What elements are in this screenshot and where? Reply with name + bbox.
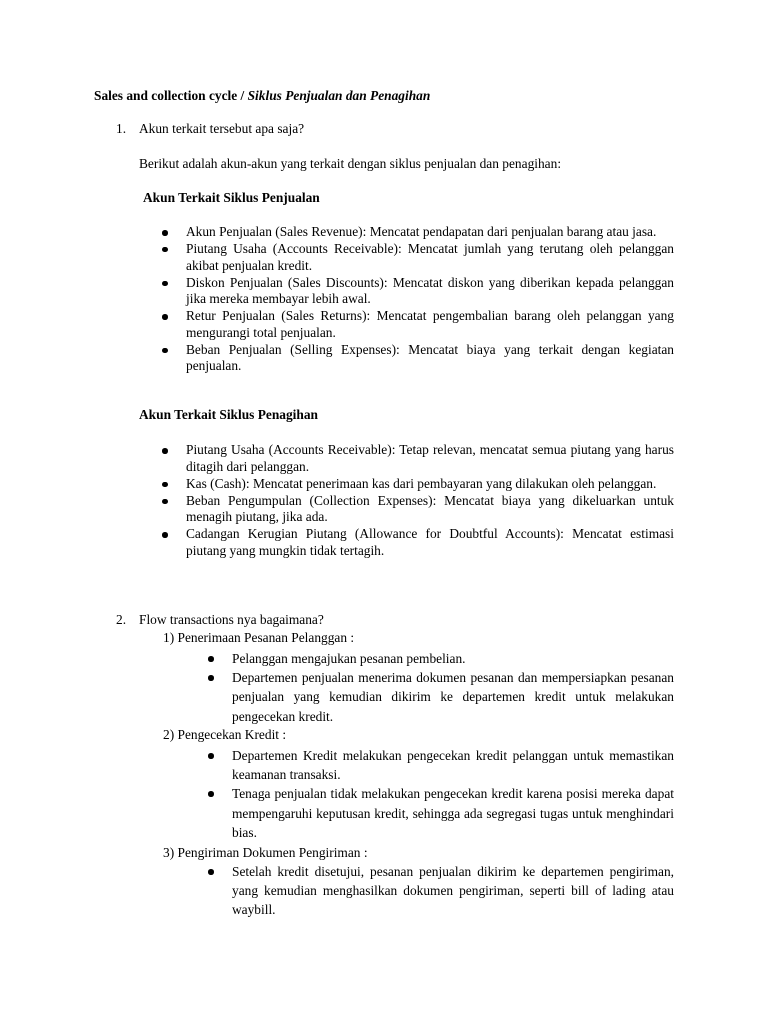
list-item: Retur Penjualan (Sales Returns): Mencatat pengembalian barang oleh pelanggan yang mengurangi total penjualan. xyxy=(186,308,674,341)
list-item: Piutang Usaha (Accounts Receivable): Mencatat jumlah yang terutang oleh pelanggan akibat penjualan kredit. xyxy=(186,241,674,274)
list-item: Beban Pengumpulan (Collection Expenses): Mencatat biaya yang dikeluarkan untuk menagih piutang, jika ada. xyxy=(186,493,674,526)
list-item: Piutang Usaha (Accounts Receivable): Tetap relevan, mencatat semua piutang yang harus ditagih dari pelanggan. xyxy=(186,442,674,475)
sales-section-heading: Akun Terkait Siklus Penjualan xyxy=(143,190,320,205)
collection-accounts-list xyxy=(186,442,674,560)
bullet-icon xyxy=(208,791,214,797)
list-item: Pelanggan mengajukan pesanan pembelian. xyxy=(232,649,674,668)
bullet-icon xyxy=(162,314,168,320)
sales-accounts-list xyxy=(186,224,674,375)
list-item: Departemen Kredit melakukan pengecekan kredit pelanggan untuk memastikan keamanan transaksi. xyxy=(232,746,674,784)
list-item: Diskon Penjualan (Sales Discounts): Mencatat diskon yang diberikan kepada pelanggan jika mereka membayar lebih awal. xyxy=(186,275,674,308)
bullet-icon xyxy=(162,482,168,488)
document-title xyxy=(94,88,430,105)
bullet-icon xyxy=(208,656,214,662)
step-2-list xyxy=(232,746,674,842)
step-3-label: 3) Pengiriman Dokumen Pengiriman : xyxy=(163,845,368,860)
bullet-icon xyxy=(162,348,168,354)
list-item: Cadangan Kerugian Piutang (Allowance for Doubtful Accounts): Mencatat estimasi piutang yang mungkin tidak tertagih. xyxy=(186,526,674,559)
bullet-icon xyxy=(162,448,168,454)
bullet-icon xyxy=(162,499,168,505)
step-1-label: 1) Penerimaan Pesanan Pelanggan : xyxy=(163,630,355,645)
question-2-text: Flow transactions nya bagaimana? xyxy=(139,612,324,627)
bullet-icon xyxy=(162,230,168,236)
list-item: Akun Penjualan (Sales Revenue): Mencatat pendapatan dari penjualan barang atau jasa. xyxy=(186,224,674,241)
step-2-label: 2) Pengecekan Kredit : xyxy=(163,727,287,742)
intro-text: Berikut adalah akun-akun yang terkait dengan siklus penjualan dan penagihan: xyxy=(139,156,562,171)
list-item: Departemen penjualan menerima dokumen pesanan dan mempersiapkan pesanan penjualan yang kemudian dikirim ke departemen kredit untuk melakukan pengecekan kredit. xyxy=(232,668,674,726)
list-item: Tenaga penjualan tidak melakukan pengecekan kredit karena posisi mereka dapat mempengaruhi keputusan kredit, sehingga ada segregasi tugas untuk menghindari bias. xyxy=(232,784,674,842)
question-1-text: Akun terkait tersebut apa saja? xyxy=(139,121,305,136)
step-1-list xyxy=(232,649,674,726)
list-item: Setelah kredit disetujui, pesanan penjualan dikirim ke departemen pengiriman, yang kemudian menghasilkan dokumen pengiriman, seperti bill of lading atau waybill. xyxy=(232,862,674,920)
title-italic: Siklus Penjualan dan Penagihan xyxy=(247,88,431,103)
title-bold: Sales and collection cycle / xyxy=(94,88,248,103)
step-3-list xyxy=(232,862,674,920)
list-item: Beban Penjualan (Selling Expenses): Mencatat biaya yang terkait dengan kegiatan penjualan. xyxy=(186,342,674,375)
collection-section-heading: Akun Terkait Siklus Penagihan xyxy=(139,407,318,422)
bullet-icon xyxy=(208,675,214,681)
bullet-icon xyxy=(208,869,214,875)
question-1-number: 1. xyxy=(116,121,127,136)
question-2-number: 2. xyxy=(116,612,127,627)
list-item: Kas (Cash): Mencatat penerimaan kas dari pembayaran yang dilakukan oleh pelanggan. xyxy=(186,476,674,493)
bullet-icon xyxy=(208,753,214,759)
bullet-icon xyxy=(162,281,168,287)
bullet-icon xyxy=(162,247,168,253)
bullet-icon xyxy=(162,532,168,538)
